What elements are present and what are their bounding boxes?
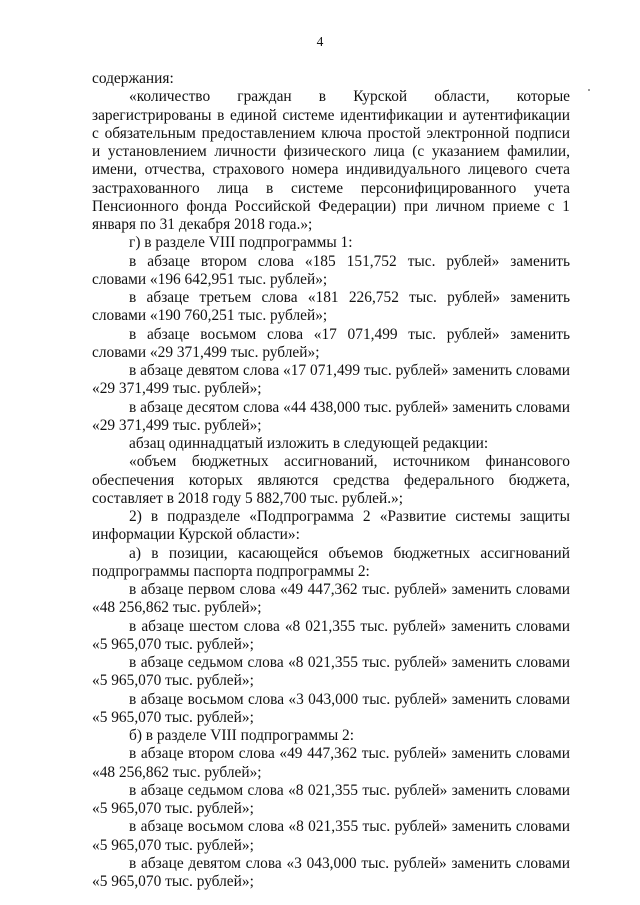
scan-speck [588,89,590,91]
paragraph-quote-budget: «объем бюджетных ассигнований, источником финансового обеспечения которых являются средства федерального бюджета, составляет в 2018 году 5 882,700 тыс. рублей.»; [92,453,570,507]
paragraph-quote-citizens: «количество граждан в Курской области, которые зарегистрированы в единой системе идентификации и аутентификации с обязательным предоставлением ключа простой электронной подписи и установлением личности физического лица (с указанием фамилии, имени, отчества, страхового номера индивидуального лицевого счета застрахованного лица в системе персонифицированного учета Пенсионного фонда Российской Федерации) при личном приеме с 1 января по 31 декабря 2018 года.»; [92,88,570,233]
document-body [92,70,570,891]
paragraph-amendment: в абзаце третьем слова «181 226,752 тыс. рублей» заменить словами «190 760,251 тыс. рублей»; [92,289,570,325]
paragraph-amendment: в абзаце втором слова «49 447,362 тыс. рублей» заменить словами «48 256,862 тыс. рублей»; [92,745,570,781]
paragraph-amendment: в абзаце седьмом слова «8 021,355 тыс. рублей» заменить словами «5 965,070 тыс. рублей»; [92,781,570,817]
paragraph-amendment: в абзаце восьмом слова «3 043,000 тыс. рублей» заменить словами «5 965,070 тыс. рублей»; [92,690,570,726]
paragraph-amendment: в абзаце восьмом слова «8 021,355 тыс. рублей» заменить словами «5 965,070 тыс. рублей»; [92,818,570,854]
paragraph-intro: содержания: [92,70,174,87]
paragraph-subsection-2: 2) в подразделе «Подпрограмма 2 «Развитие системы защиты информации Курской области»: [92,508,570,544]
paragraph-amendment: в абзаце восьмом слова «17 071,499 тыс. рублей» заменить словами «29 371,499 тыс. рублей»; [92,325,570,361]
paragraph-amendment: в абзаце седьмом слова «8 021,355 тыс. рублей» заменить словами «5 965,070 тыс. рублей»; [92,654,570,690]
paragraph-section-b: б) в разделе VIII подпрограммы 2: [129,727,355,744]
paragraph-amendment: в абзаце девятом слова «3 043,000 тыс. рублей» заменить словами «5 965,070 тыс. рублей»; [92,854,570,890]
paragraph-position-a: а) в позиции, касающейся объемов бюджетных ассигнований подпрограммы паспорта подпрограммы 2: [92,544,570,580]
paragraph-amendment: в абзаце первом слова «49 447,362 тыс. рублей» заменить словами «48 256,862 тыс. рублей»; [92,581,570,617]
page-number: 4 [316,34,324,49]
paragraph-amendment: в абзаце девятом слова «17 071,499 тыс. рублей» заменить словами «29 371,499 тыс. рублей»; [92,362,570,398]
paragraph-section-g: г) в разделе VIII подпрограммы 1: [129,234,353,252]
paragraph-amendment: в абзаце десятом слова «44 438,000 тыс. рублей» заменить словами «29 371,499 тыс. рублей»; [92,398,570,434]
paragraph-amendment: в абзаце шестом слова «8 021,355 тыс. рублей» заменить словами «5 965,070 тыс. рублей»; [92,617,570,653]
paragraph-eleventh: абзац одиннадцатый изложить в следующей редакции: [129,435,489,452]
paragraph-amendment: в абзаце втором слова «185 151,752 тыс. рублей» заменить словами «196 642,951 тыс. рублей»; [92,252,570,288]
